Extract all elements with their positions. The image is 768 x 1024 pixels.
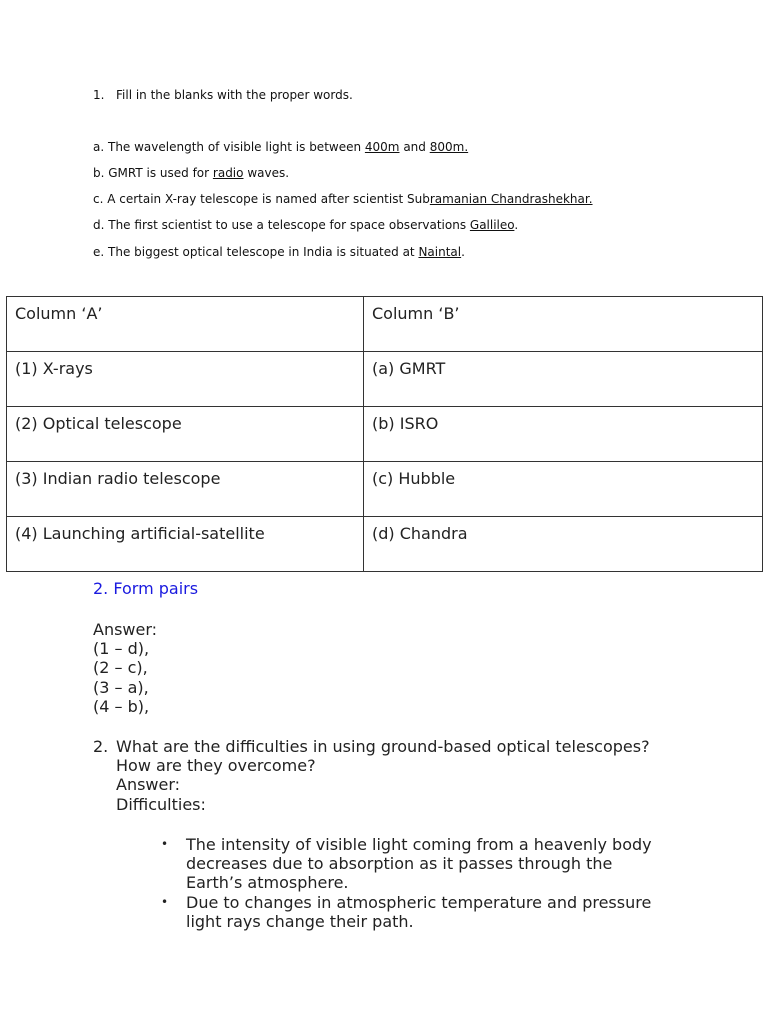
fill-blank-text: a. The wavelength of visible light is between xyxy=(93,140,365,154)
column-a-header: Column ‘A’ xyxy=(7,297,364,352)
fill-blank-text: e. The biggest optical telescope in India is situated at xyxy=(93,245,419,259)
question-1-heading xyxy=(93,88,353,102)
difficulties-list xyxy=(161,835,661,931)
fill-blank-answer: radio xyxy=(212,166,244,180)
form-pairs-heading: 2. Form pairs xyxy=(93,579,199,598)
table-cell: (c) Hubble xyxy=(364,462,763,517)
table-cell: (d) Chandra xyxy=(364,517,763,572)
table-row xyxy=(7,407,763,462)
question-number: 1. xyxy=(93,88,105,102)
fill-blank-text: d. The first scientist to use a telescope for space observations xyxy=(93,218,470,232)
question-2 xyxy=(93,737,653,814)
table-cell: (a) GMRT xyxy=(364,352,763,407)
fill-blank-answer: Gallileo xyxy=(469,218,515,232)
fill-blank-text: b. GMRT is used for xyxy=(93,166,213,180)
fill-blank-answer: ramanian Chandrashekhar. xyxy=(429,192,593,206)
bullet-icon: • xyxy=(161,894,169,909)
list-item-text: Due to changes in atmospheric temperature and pressure light rays change their path. xyxy=(186,892,652,931)
question-title: Fill in the blanks with the proper words. xyxy=(116,88,353,102)
pair-line: (4 – b), xyxy=(93,696,150,716)
fill-blank-c xyxy=(93,192,593,206)
table-cell: (b) ISRO xyxy=(364,407,763,462)
fill-blank-text: . xyxy=(514,218,519,232)
fill-blank-answer: 800m. xyxy=(429,140,469,154)
table-cell: (1) X-rays xyxy=(7,352,364,407)
table-row xyxy=(7,352,763,407)
table-row xyxy=(7,517,763,572)
answer-label: Answer: xyxy=(93,620,158,639)
pair-line: (3 – a), xyxy=(93,677,149,697)
fill-blank-text: and xyxy=(399,140,430,154)
table-cell: (2) Optical telescope xyxy=(7,407,364,462)
fill-blank-d xyxy=(93,218,518,232)
fill-blank-text: waves. xyxy=(243,166,290,180)
fill-blank-text: c. A certain X-ray telescope is named after scientist Sub xyxy=(93,192,430,206)
fill-blank-answer: 400m xyxy=(364,140,400,154)
bullet-icon: • xyxy=(161,837,169,851)
list-item xyxy=(161,835,661,893)
match-table xyxy=(6,296,763,572)
list-item xyxy=(161,893,661,931)
pairs-answer xyxy=(93,620,157,716)
column-b-header: Column ‘B’ xyxy=(364,297,763,352)
table-header-row xyxy=(7,297,763,352)
pair-line: (2 – c), xyxy=(93,658,148,678)
difficulties-label: Difficulties: xyxy=(116,794,206,814)
fill-blank-b xyxy=(93,166,289,180)
fill-blank-e xyxy=(93,245,465,259)
table-cell: (3) Indian radio telescope xyxy=(7,462,364,517)
list-item-text: The intensity of visible light coming from a heavenly body decreases due to absorption as it passes through the Earth’s atmosphere. xyxy=(186,835,652,893)
question-text: What are the difficulties in using ground-based optical telescopes? How are they overcome? xyxy=(116,737,650,776)
answer-label: Answer: xyxy=(116,775,181,795)
fill-blank-text: . xyxy=(461,245,465,259)
table-cell: (4) Launching artificial-satellite xyxy=(7,517,364,572)
fill-blank-answer: Naintal xyxy=(418,245,462,259)
pair-line: (1 – d), xyxy=(93,639,150,659)
question-number: 2. xyxy=(93,737,109,756)
table-row xyxy=(7,462,763,517)
fill-blank-a xyxy=(93,140,468,154)
